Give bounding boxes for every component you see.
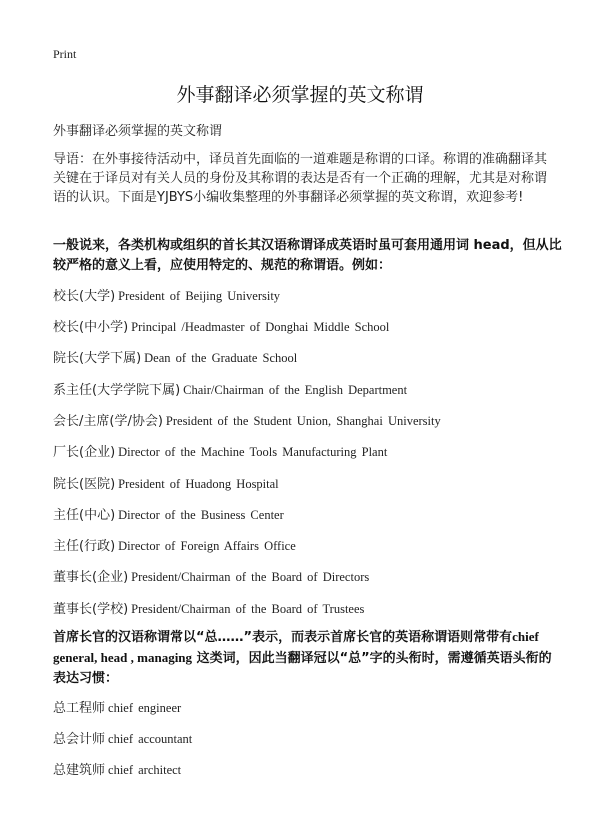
entry-chinese: 主任(中心): [53, 508, 116, 523]
title-entry: [53, 473, 279, 492]
entry-english: Principal /Headmaster of Donghai Middle School: [131, 320, 390, 334]
title-entry: [53, 441, 387, 460]
entry-chinese: 系主任(大学学院下属): [53, 383, 181, 398]
entry-chinese: 主任(行政): [53, 539, 116, 554]
entry-english: President/Chairman of the Board of Trustees: [131, 602, 365, 616]
entry-chinese: 董事长(企业): [53, 570, 129, 585]
section2-heading: [53, 627, 563, 689]
section2-heading-latin: chief general, head , managing: [53, 629, 539, 665]
section2-heading-text-cont: 这类词，因此当翻译冠以“总”字的头衔时，需遵循英语头衔的表达习惯：: [53, 651, 552, 686]
entry-english: President of the Student Union, Shanghai University: [165, 414, 441, 428]
title-entry: [53, 379, 407, 398]
entry-english: President of Beijing University: [118, 289, 281, 303]
title-entry: [53, 316, 389, 335]
title-entry: [53, 504, 284, 523]
entry-english: President/Chairman of the Board of Directors: [131, 570, 370, 584]
entry-chinese: 董事长(学校): [53, 602, 129, 617]
entry-chinese: 厂长(企业): [53, 445, 116, 460]
section2-heading-text: 首席长官的汉语称谓常以“总……”表示，而表示首席长官的英语称谓语则常带有: [53, 630, 513, 645]
section1-heading: 一般说来，各类机构或组织的首长其汉语称谓译成英语时虽可套用通用词 head，但从比较严格的意义上看，应使用特定的、规范的称谓语。例如：: [53, 238, 562, 273]
entry-english: Director of the Machine Tools Manufacturing Plant: [118, 445, 388, 459]
entry-chinese: 院长(大学下属): [53, 351, 142, 366]
entry-english: chief architect: [108, 763, 182, 777]
title-entry: [53, 697, 181, 716]
document-subtitle: 外事翻译必须掌握的英文称谓: [53, 124, 223, 139]
entry-english: chief accountant: [108, 732, 193, 746]
title-entry: [53, 566, 369, 585]
document-title: 外事翻译必须掌握的英文称谓: [176, 84, 424, 106]
title-entry: [53, 410, 441, 429]
entry-english: President of Huadong Hospital: [118, 477, 279, 491]
entry-english: chief engineer: [108, 701, 182, 715]
title-entry: [53, 598, 364, 617]
entry-english: Chair/Chairman of the English Department: [183, 383, 408, 397]
entry-chinese: 院长(医院): [53, 477, 116, 492]
entry-chinese: 校长(大学): [53, 289, 116, 304]
print-link[interactable]: Print: [53, 47, 77, 61]
entry-chinese: 总会计师: [53, 732, 106, 747]
entry-english: Director of the Business Center: [118, 508, 284, 522]
entry-english: Dean of the Graduate School: [144, 351, 298, 365]
title-entry: [53, 728, 192, 747]
title-entry: [53, 285, 280, 304]
entry-chinese: 会长/主席(学/协会): [53, 414, 163, 429]
entry-chinese: 校长(中小学): [53, 320, 129, 335]
title-entry: [53, 759, 181, 778]
title-entry: [53, 347, 297, 366]
intro-paragraph: 导语：在外事接待活动中，译员首先面临的一道难题是称谓的口译。称谓的准确翻译其关键在于译员对有关人员的身份及其称谓的表达是否有一个正确的理解，尤其是对称谓语的认识。下面是YJBYS小编收集整理的外事翻译必须掌握的英文称谓，欢迎参考!: [53, 152, 548, 205]
entry-english: Director of Foreign Affairs Office: [118, 539, 296, 553]
entry-chinese: 总工程师: [53, 701, 106, 716]
entry-chinese: 总建筑师: [53, 763, 106, 778]
title-entry: [53, 535, 296, 554]
